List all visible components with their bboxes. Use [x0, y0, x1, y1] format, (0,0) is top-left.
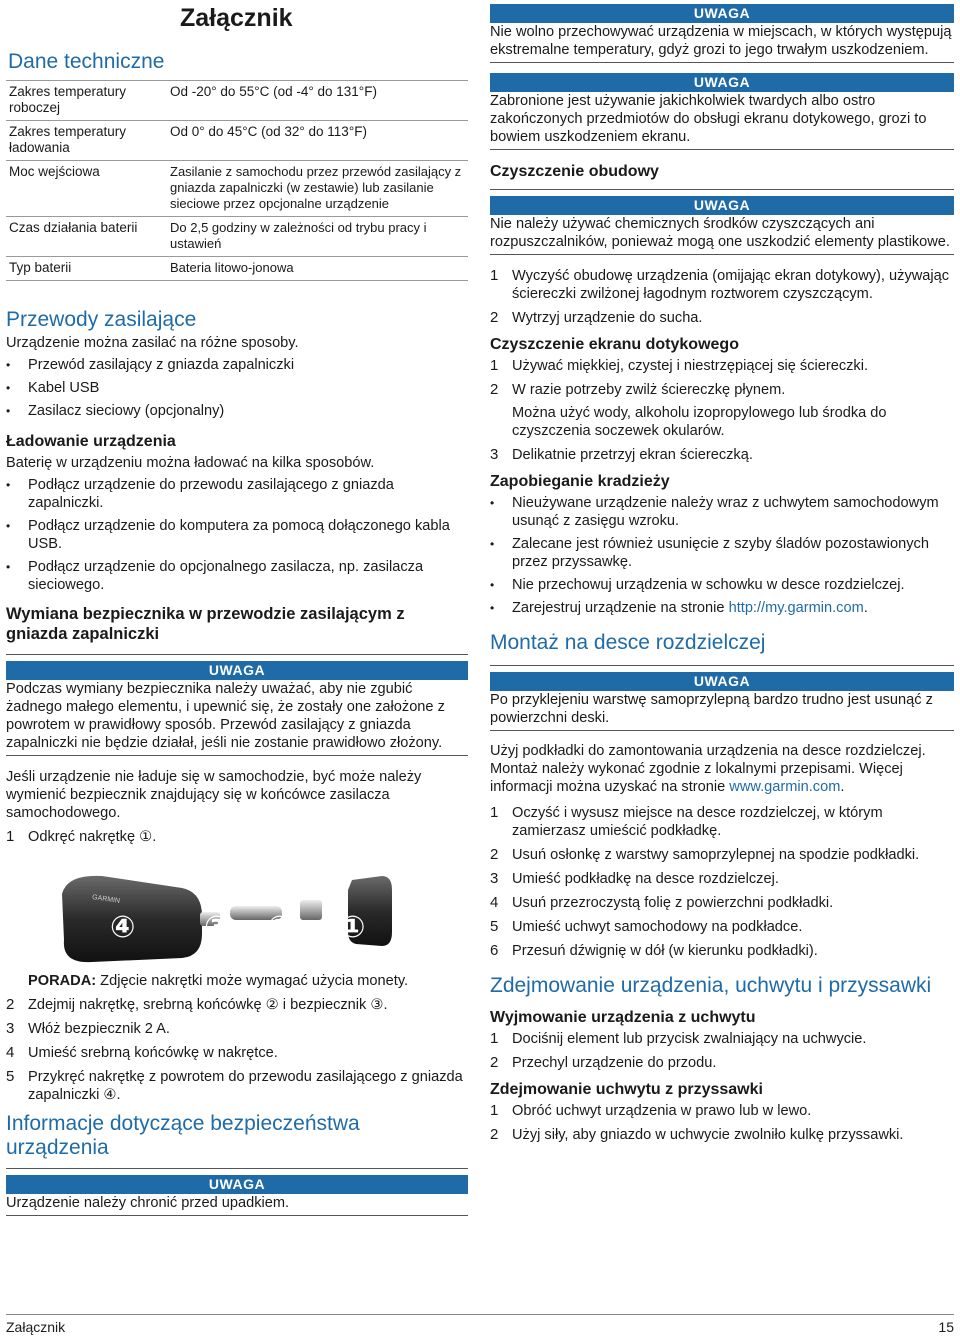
charging-intro: Baterię w urządzeniu można ładować na kilka sposobów. — [6, 455, 375, 471]
list-item — [6, 1020, 468, 1038]
fuse-intro: Jeśli urządzenie nie ładuje się w samochodzie, być może należy wymienić bezpiecznik znajdujący się w końcówce zasilacza samochodowego. — [6, 769, 422, 821]
dash-mount-heading: Montaż na desce rozdzielczej — [490, 631, 766, 654]
step-number: 5 — [490, 918, 499, 935]
step-number: 3 — [6, 1020, 15, 1037]
specs-heading: Dane techniczne — [8, 50, 165, 73]
list-item — [490, 1126, 954, 1144]
remove-mount-heading: Zdejmowanie uchwytu z przyssawki — [490, 1081, 763, 1098]
theft-suffix: . — [863, 600, 868, 616]
list-item — [490, 918, 954, 936]
list-item — [490, 870, 954, 888]
right-column — [490, 4, 954, 1150]
step-number: 2 — [490, 846, 499, 863]
warning-label: UWAGA — [490, 672, 954, 691]
dash-intro-suffix: . — [840, 779, 845, 795]
step-text: Delikatnie przetrzyj ekran ściereczką. — [512, 447, 753, 463]
adhesive-warning — [490, 665, 954, 731]
table-row — [6, 81, 468, 121]
list-item: • Zasilacz sieciowy (opcjonalny) — [6, 402, 468, 420]
list-item — [490, 1030, 954, 1048]
step-text: Odkręć nakrętkę ①. — [28, 829, 157, 845]
list-item — [490, 267, 954, 303]
step-number: 1 — [490, 1102, 499, 1119]
garmin-link[interactable]: www.garmin.com — [729, 779, 841, 795]
spec-key: Zakres temperatury ładowania — [6, 121, 162, 161]
safety-heading: Informacje dotyczące bezpieczeństwa urządzenia — [6, 1112, 360, 1159]
step-number: 4 — [6, 1044, 15, 1061]
step-text: Wytrzyj urządzenie do sucha. — [512, 310, 703, 326]
spec-key: Typ baterii — [6, 257, 162, 281]
footer-rule — [6, 1314, 954, 1315]
safety-warning — [6, 1168, 468, 1216]
fuse-parts-photo — [62, 870, 407, 966]
table-row — [6, 217, 468, 257]
list-item — [490, 309, 954, 327]
brand-logo: GARMIN — [91, 894, 121, 905]
step-text: Użyj siły, aby gniazdo w uchwycie zwolniło kulkę przyssawki. — [512, 1127, 904, 1143]
step-number: 2 — [6, 996, 15, 1013]
step-number: 2 — [490, 309, 499, 326]
warning-text: Po przyklejeniu warstwę samoprzylepną bardzo trudno jest usunąć z powierzchni deski. — [490, 692, 933, 726]
step-text: Zdejmij nakrętkę, srebrną końcówkę ② i bezpiecznik ③. — [28, 997, 388, 1013]
storage-warning — [490, 4, 954, 63]
dash-intro — [490, 742, 954, 796]
step-number: 5 — [6, 1068, 15, 1085]
list-item — [6, 996, 468, 1014]
screen-step-3 — [490, 446, 954, 464]
step-text: Włóż bezpiecznik 2 A. — [28, 1021, 170, 1037]
table-row — [6, 121, 468, 161]
table-row — [6, 161, 468, 217]
fuse-warning — [6, 654, 468, 756]
remove-device-heading: Wyjmowanie urządzenia z uchwytu — [490, 1009, 756, 1026]
step-text: Dociśnij element lub przycisk zwalniający na uchwycie. — [512, 1031, 867, 1047]
step-number: 3 — [490, 870, 499, 887]
spec-key: Czas działania baterii — [6, 217, 162, 257]
footer-section: Załącznik — [6, 1319, 66, 1335]
callout-3: ③ — [204, 911, 230, 944]
step-text: Przechyl urządzenie do przodu. — [512, 1055, 717, 1071]
step-number: 1 — [490, 1030, 499, 1047]
step-text: Umieść podkładkę na desce rozdzielczej. — [512, 871, 779, 887]
callout-1: ① — [340, 911, 366, 944]
step-text: Oczyść i wysusz miejsce na desce rozdzielczej, w którym zamierzasz umieścić podkładkę. — [512, 805, 883, 839]
list-item — [490, 846, 954, 864]
step-text: Przesuń dźwignię w dół (w kierunku podkładki). — [512, 943, 818, 959]
spec-key: Zakres temperatury roboczej — [6, 81, 162, 121]
list-item — [490, 381, 954, 399]
spec-value: Bateria litowo-jonowa — [162, 257, 468, 281]
screen-warning — [490, 73, 954, 150]
table-row — [6, 257, 468, 281]
warning-text: Zabronione jest używanie jakichkolwiek twardych albo ostro zakończonych przedmiotów do obsługi ekranu dotykowego, grozi to bowiem uszkodzeniem ekranu. — [490, 93, 927, 145]
warning-text: Nie należy używać chemicznych środków czyszczących ani rozpuszczalników, ponieważ mogą one uszkodzić elementy plastikowe. — [490, 216, 950, 250]
dash-steps — [490, 804, 954, 960]
warning-label: UWAGA — [6, 661, 468, 680]
specs-table — [6, 80, 468, 281]
chemical-warning — [490, 189, 954, 255]
housing-steps — [490, 267, 954, 327]
list-item — [490, 942, 954, 960]
step-number: 3 — [490, 446, 499, 463]
theft-heading: Zapobieganie kradzieży — [490, 473, 670, 490]
spec-value: Od 0° do 45°C (od 32° do 113°F) — [162, 121, 468, 161]
list-item: • Kabel USB — [6, 379, 468, 397]
fuse-tip — [6, 972, 468, 990]
fuse-steps — [6, 996, 468, 1104]
warning-label: UWAGA — [490, 4, 954, 23]
step-text: W razie potrzeby zwilż ściereczkę płynem. — [512, 382, 786, 398]
list-item: • Podłącz urządzenie do komputera za pomocą dołączonego kabla USB. — [6, 517, 468, 553]
step-text: Używać miękkiej, czystej i niestrzępiącej się ściereczki. — [512, 358, 869, 374]
list-item — [490, 894, 954, 912]
garmin-register-link[interactable]: http://my.garmin.com — [728, 600, 864, 616]
page-number: 15 — [938, 1319, 954, 1335]
list-item: 1 Odkręć nakrętkę ①. — [6, 828, 157, 845]
step-text: Usuń osłonkę z warstwy samoprzylepnej na spodzie podkładki. — [512, 847, 920, 863]
screen-note: Można użyć wody, alkoholu izopropylowego lub środka do czyszczenia soczewek okularów. — [512, 405, 887, 439]
step-number: 1 — [490, 804, 499, 821]
power-cables-intro: Urządzenie można zasilać na różne sposoby. — [6, 335, 299, 351]
tip-label: PORADA: — [28, 973, 97, 989]
remove-device-steps — [490, 1030, 954, 1072]
document-title: Załącznik — [180, 4, 293, 32]
fuse-steps-block — [6, 972, 468, 1216]
spec-value: Od -20° do 55°C (od -4° do 131°F) — [162, 81, 468, 121]
list-item: • Podłącz urządzenie do opcjonalnego zasilacza, np. zasilacza sieciowego. — [6, 558, 468, 594]
housing-heading: Czyszczenie obudowy — [490, 163, 659, 180]
warning-label: UWAGA — [490, 73, 954, 92]
list-item — [490, 1102, 954, 1120]
spec-key: Moc wejściowa — [6, 161, 162, 217]
charging-heading: Ładowanie urządzenia — [6, 433, 176, 450]
step-text: Przykręć nakrętkę z powrotem do przewodu zasilającego z gniazda zapalniczki ④. — [28, 1069, 463, 1103]
step-number: 2 — [490, 1054, 499, 1071]
step-text: Umieść srebrną końcówkę w nakrętce. — [28, 1045, 278, 1061]
list-item: • Podłącz urządzenie do przewodu zasilającego z gniazda zapalniczki. — [6, 476, 468, 512]
step-text: Obróć uchwyt urządzenia w prawo lub w lewo. — [512, 1103, 812, 1119]
list-item — [490, 599, 954, 617]
fuse-heading: Wymiana bezpiecznika w przewodzie zasilającym z gniazda zapalniczki — [6, 605, 405, 643]
step-text: Usuń przezroczystą folię z powierzchni podkładki. — [512, 895, 834, 911]
theft-text: Zarejestruj urządzenie na stronie — [512, 600, 729, 616]
list-item — [6, 1044, 468, 1062]
list-item: • Zalecane jest również usunięcie z szyby śladów pozostawionych przez przyssawkę. — [490, 535, 954, 571]
list-item — [6, 1068, 468, 1104]
power-cables-heading: Przewody zasilające — [6, 308, 197, 331]
dash-intro-text: Użyj podkładki do zamontowania urządzenia na desce rozdzielczej. Montaż należy wykonać zgodnie z lokalnymi przepisami. Więcej informacji można uzyskać na stronie — [490, 743, 926, 795]
step-text: Wyczyść obudowę urządzenia (omijając ekran dotykowy), używając ściereczki zwilżonej łagodnym roztworem czyszczącym. — [512, 268, 950, 302]
step-number: 1 — [490, 267, 499, 284]
list-item: • Przewód zasilający z gniazda zapalniczki — [6, 356, 468, 374]
list-item — [490, 804, 954, 840]
warning-text: Nie wolno przechowywać urządzenia w miejscach, w których występują ekstremalne temperatury, gdyż grozi to jego trwałym uszkodzeniem. — [490, 24, 952, 58]
left-column — [6, 308, 468, 852]
step-number: 6 — [490, 942, 499, 959]
list-item — [490, 1054, 954, 1072]
remove-mount-steps — [490, 1102, 954, 1144]
warning-label: UWAGA — [490, 196, 954, 215]
step-number: 2 — [490, 381, 499, 398]
tip-text: Zdjęcie nakrętki może wymagać użycia monety. — [100, 973, 409, 989]
fuse-step-1 — [6, 828, 468, 846]
list-item: • Nie przechowuj urządzenia w schowku w desce rozdzielczej. — [490, 576, 954, 594]
spec-value: Zasilanie z samochodu przez przewód zasilający z gniazda zapalniczki (w zestawie) lub zasilanie sieciowe przez opcjonalne urządzenie — [162, 161, 468, 217]
list-item — [490, 357, 954, 375]
warning-text: Urządzenie należy chronić przed upadkiem. — [6, 1195, 290, 1211]
list-item — [490, 446, 954, 464]
warning-label: UWAGA — [6, 1175, 468, 1194]
step-text: Umieść uchwyt samochodowy na podkładce. — [512, 919, 803, 935]
silver-tip-shape — [300, 900, 322, 920]
spec-value: Do 2,5 godziny w zależności od trybu pracy i ustawień — [162, 217, 468, 257]
charging-list — [6, 476, 468, 594]
step-number: 4 — [490, 894, 499, 911]
callout-4: ④ — [110, 911, 136, 944]
power-cables-list — [6, 356, 468, 420]
callout-2: ② — [267, 911, 293, 944]
theft-list — [490, 494, 954, 617]
removal-heading: Zdejmowanie urządzenia, uchwytu i przyssawki — [490, 974, 932, 997]
warning-text: Podczas wymiany bezpiecznika należy uważać, aby nie zgubić żadnego małego elementu, i upewnić się, że zostały one założone z powrotem w prawidłowy sposób. Przewód zasilający z gniazda zapalniczki nie będzie działał, jeśli nie zostanie prawidłowo złożony. — [6, 681, 445, 751]
step-number: 2 — [490, 1126, 499, 1143]
step-number: 1 — [490, 357, 499, 374]
list-item: • Nieużywane urządzenie należy wraz z uchwytem samochodowym usunąć z zasięgu wzroku. — [490, 494, 954, 530]
screen-steps — [490, 357, 954, 399]
screen-cleaning-heading: Czyszczenie ekranu dotykowego — [490, 336, 739, 353]
